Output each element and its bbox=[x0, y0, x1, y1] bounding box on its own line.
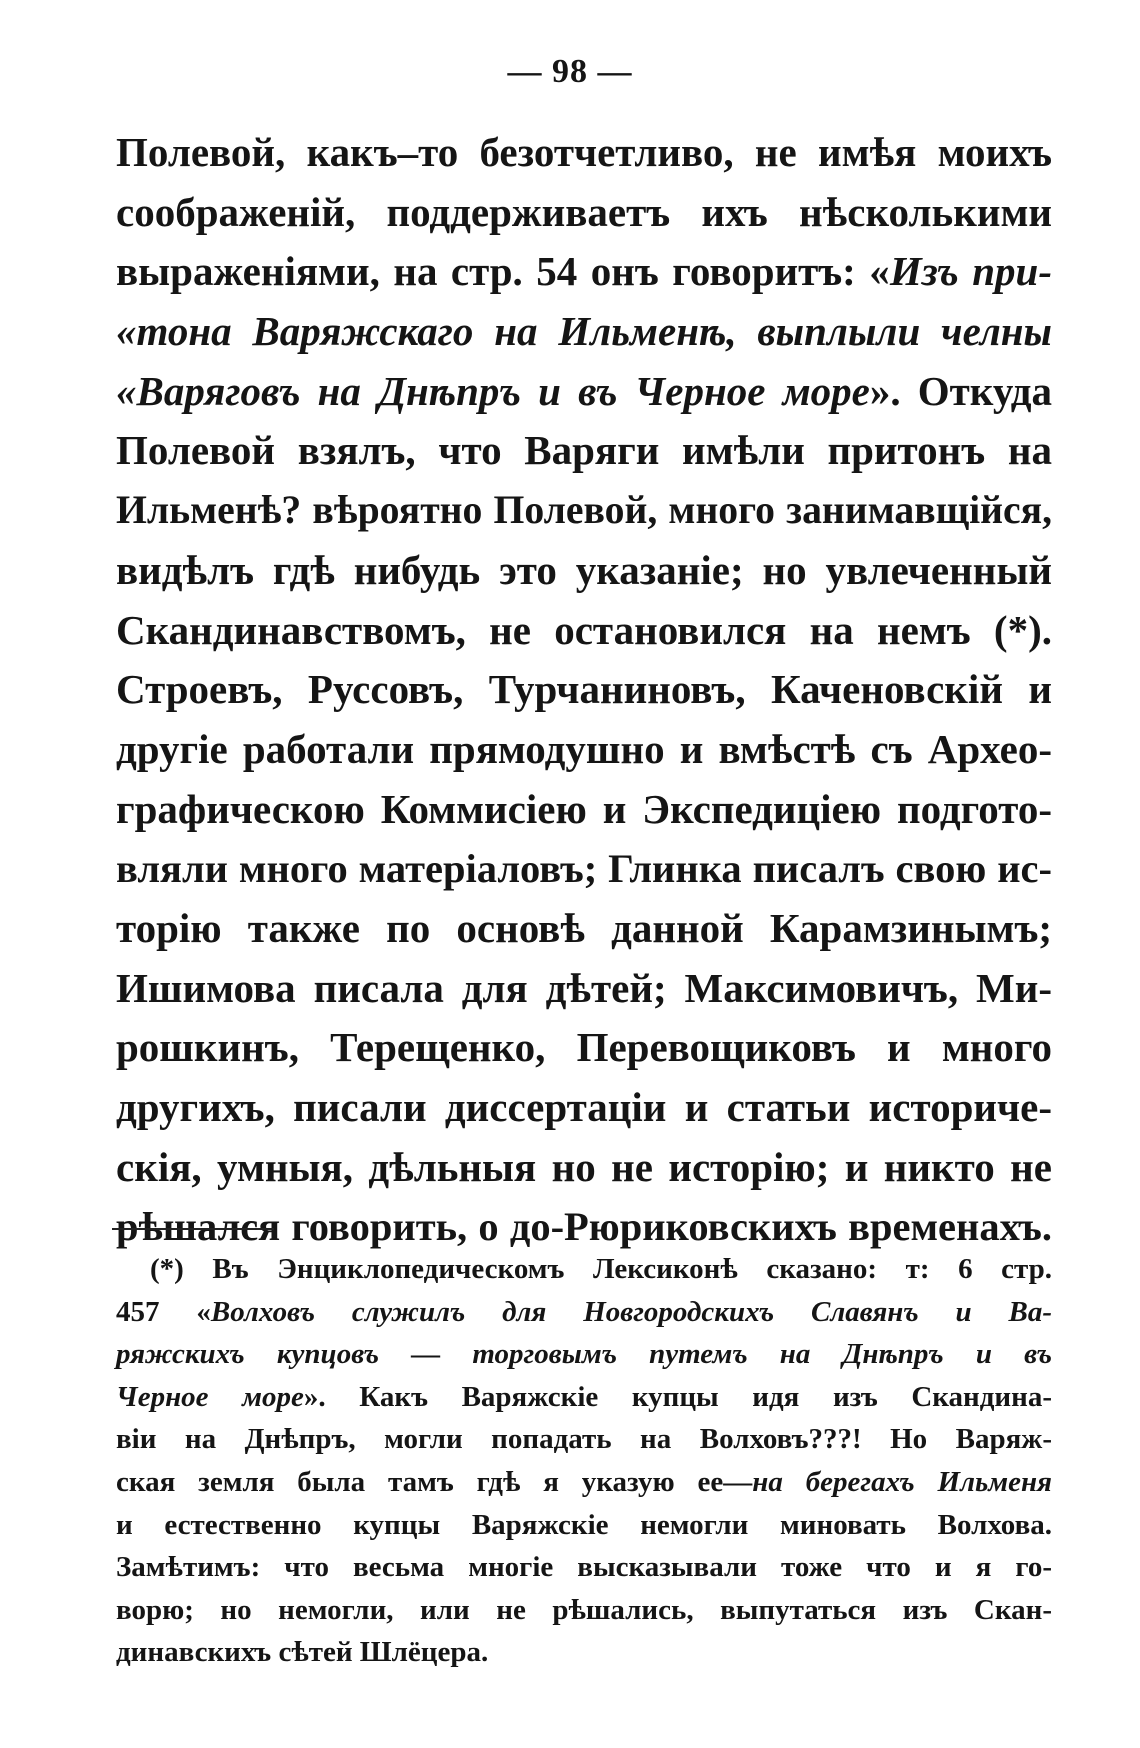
text-line bbox=[116, 242, 1052, 302]
text-line bbox=[116, 899, 1052, 959]
text-line bbox=[116, 601, 1052, 661]
text-line-segment: видѣлъ гдѣ нибудь это указаніе; но увлеченный bbox=[116, 546, 1052, 593]
footnote-line bbox=[116, 1504, 1052, 1547]
footnote-line-segment: ворю; но немогли, или не рѣшались, выпутаться изъ Скан- bbox=[116, 1593, 1052, 1626]
footnote-line bbox=[116, 1546, 1052, 1589]
text-line bbox=[116, 1018, 1052, 1078]
footnote-block bbox=[116, 1248, 1052, 1674]
text-line-segment: другіе работали прямодушно и вмѣстѣ съ Архео- bbox=[116, 725, 1052, 772]
footnote-line bbox=[116, 1631, 1052, 1674]
text-line bbox=[116, 720, 1052, 780]
text-line bbox=[116, 959, 1052, 1019]
text-line bbox=[116, 541, 1052, 601]
page-number: — 98 — bbox=[507, 53, 633, 90]
footnote-line-segment: віи на Днѣпръ, могли попадать на Волховъ???! Но Варяж- bbox=[116, 1423, 1052, 1456]
text-line bbox=[116, 362, 1052, 422]
text-line-segment: ». Откуда bbox=[869, 367, 1052, 414]
footnote-line bbox=[116, 1248, 1052, 1291]
text-line bbox=[116, 481, 1052, 541]
footnote-line-segment: на берегахъ Ильменя bbox=[752, 1465, 1052, 1498]
footnote-line-segment: Черное море bbox=[116, 1380, 304, 1413]
text-line-segment: рѣшался говорить, о до-Рюриковскихъ временахъ. bbox=[116, 1204, 1052, 1250]
footnote-line-segment: ская земля была тамъ гдѣ я указую ее— bbox=[116, 1465, 753, 1498]
text-line-segment: соображеній, поддерживаетъ ихъ нѣсколькими bbox=[116, 188, 1052, 235]
text-line bbox=[116, 421, 1052, 481]
text-line-segment: «тона Варяжскаго на Ильменѣ, выплыли челны bbox=[116, 308, 1052, 355]
text-line-segment: Ильменѣ? вѣроятно Полевой, много занимавщійся, bbox=[116, 488, 1052, 533]
footnote-line bbox=[116, 1376, 1052, 1419]
footnote-line-segment: динавскихъ сѣтей Шлёцера. bbox=[116, 1636, 489, 1669]
footnote-line bbox=[116, 1461, 1052, 1504]
footnote-line bbox=[116, 1418, 1052, 1461]
text-line-segment: Ишимова писала для дѣтей; Максимовичъ, Ми- bbox=[116, 964, 1052, 1011]
text-line bbox=[116, 302, 1052, 362]
text-line-segment: другихъ, писали диссертаціи и статьи историче- bbox=[116, 1084, 1052, 1130]
text-line-segment: Скандинавствомъ, не остановился на немъ (*). bbox=[116, 606, 1052, 653]
footnote-line-segment: и естественно купцы Варяжскіе немогли миновать Волхова. bbox=[116, 1508, 1052, 1541]
text-line bbox=[116, 780, 1052, 840]
text-line-segment: графическою Коммисіею и Экспедиціею подгото- bbox=[116, 785, 1052, 832]
text-line-segment: выраженіями, на стр. 54 онъ говоритъ: « bbox=[116, 248, 890, 295]
text-line-segment: рошкинъ, Терещенко, Перевощиковъ и много bbox=[116, 1024, 1052, 1071]
footnote-line bbox=[116, 1589, 1052, 1632]
footnote-separator bbox=[112, 1228, 274, 1230]
text-line bbox=[116, 123, 1052, 183]
footnote-line-segment: (*) Въ Энциклопедическомъ Лексиконѣ сказано: т: 6 стр. bbox=[150, 1253, 1052, 1285]
footnote-line bbox=[116, 1333, 1052, 1376]
footnote-line-segment: Замѣтимъ: что весьма многіе высказывали тоже что и я го- bbox=[116, 1551, 1052, 1584]
text-line-segment: скія, умныя, дѣльныя но не исторію; и никто не bbox=[116, 1143, 1052, 1190]
text-line bbox=[116, 183, 1052, 243]
footnote-line-segment: 457 « bbox=[116, 1295, 211, 1328]
text-line-segment: вляли много матеріаловъ; Глинка писалъ свою ис- bbox=[116, 846, 1052, 892]
text-line-segment: торію также по основѣ данной Карамзинымъ; bbox=[116, 904, 1052, 951]
text-line bbox=[116, 660, 1052, 720]
text-line-segment: Строевъ, Руссовъ, Турчаниновъ, Каченовскій и bbox=[116, 666, 1052, 713]
text-line-segment: «Варяговъ на Днѣпръ и въ Черное море bbox=[116, 367, 870, 414]
footnote-line bbox=[116, 1291, 1052, 1334]
footnote-line-segment: Волховъ служилъ для Новгородскихъ Славянъ и Ва- bbox=[210, 1295, 1052, 1328]
text-line bbox=[116, 1078, 1052, 1138]
text-line-segment: Полевой, какъ–то безотчетливо, не имѣя моихъ bbox=[116, 129, 1052, 175]
text-line bbox=[116, 1138, 1052, 1198]
footnote-line-segment: ». Какъ Варяжскіе купцы идя изъ Скандина- bbox=[303, 1380, 1052, 1413]
footnote-line-segment: ряжскихъ купцовъ — торговымъ путемъ на Днѣпръ и въ bbox=[116, 1338, 1052, 1371]
text-line bbox=[116, 839, 1052, 899]
text-line-segment: Полевой взялъ, что Варяги имѣли притонъ на bbox=[116, 427, 1052, 474]
text-line-segment: Изъ при- bbox=[889, 248, 1052, 295]
main-text-block bbox=[116, 123, 1052, 1257]
